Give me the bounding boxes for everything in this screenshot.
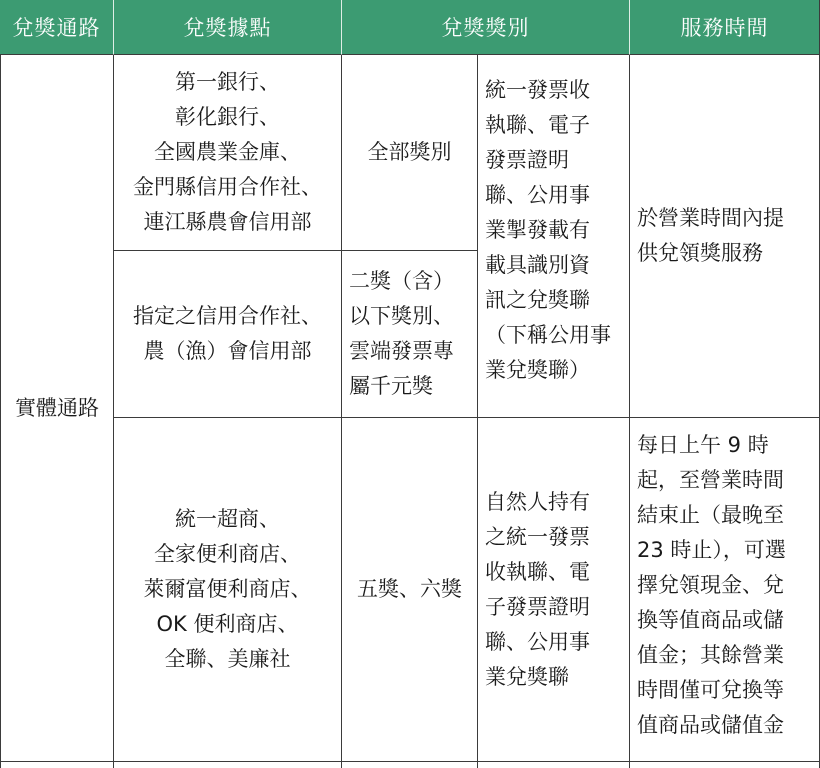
document-type-line: 發票證明 [485, 148, 569, 172]
service-hours-line: 值商品或儲值金 [637, 713, 784, 737]
prize-cell-3 [342, 418, 478, 762]
document-type-line: 業兌獎聯 [485, 664, 569, 689]
header-prize-label: 兌獎獎別 [441, 16, 530, 40]
document-type-line: 訊之兌獎聯 [485, 288, 590, 312]
document-type-line: 子發票證明 [485, 594, 590, 619]
points-line: 萊爾富便利商店、 [143, 577, 312, 601]
document-type-cell-1 [478, 55, 630, 418]
prize-cell-1 [342, 55, 478, 251]
service-hours-line: 每日上午 9 時 [637, 433, 769, 457]
document-type-line: 聯、公用事 [485, 629, 590, 654]
points-cell-3 [114, 418, 342, 762]
document-type-line: 載具識別資 [485, 253, 590, 277]
points-cell-1 [114, 55, 342, 251]
prize-line: 二獎（含） [349, 269, 454, 293]
document-type-line: 之統一發票 [485, 524, 590, 549]
table-row-continuation [114, 762, 342, 768]
points-line: 全聯、美廉社 [164, 647, 291, 671]
table-row-continuation [0, 762, 114, 768]
header-prize [342, 0, 630, 55]
header-channel [0, 0, 114, 55]
document-type-line: 統一發票收 [485, 78, 590, 102]
service-hours-cell-1 [630, 55, 820, 418]
document-type-line: 業掣發載有 [485, 218, 590, 242]
document-type-line: 業兌獎聯） [485, 358, 590, 382]
document-type-line: 聯、公用事 [485, 183, 590, 207]
points-line: 金門縣信用合作社、 [133, 175, 322, 199]
service-hours-line: 起，至營業時間 [637, 468, 784, 492]
points-line: 彰化銀行、 [175, 105, 280, 129]
header-hours [630, 0, 820, 55]
service-hours-cell-2 [630, 418, 820, 762]
prize-line: 全部獎別 [367, 140, 452, 164]
prize-line: 五獎、六獎 [357, 577, 462, 601]
points-line: 連江縣農會信用部 [143, 210, 312, 234]
table-row-continuation [630, 762, 820, 768]
points-line: 全國農業金庫、 [154, 140, 301, 164]
document-type-cell-2 [478, 418, 630, 762]
prize-cell-2 [342, 251, 478, 418]
points-line: 農（漁）會信用部 [143, 339, 312, 363]
points-line: 全家便利商店、 [154, 542, 301, 566]
service-hours-line: 於營業時間內提 [637, 206, 784, 230]
points-line: 指定之信用合作社、 [133, 304, 322, 328]
table-row-continuation [478, 762, 630, 768]
header-points-label: 兌獎據點 [183, 16, 272, 40]
service-hours-line: 擇兌領現金、兌 [637, 573, 784, 597]
service-hours-line: 值金；其餘營業 [637, 643, 784, 667]
points-line: 第一銀行、 [175, 70, 280, 94]
prize-line: 以下獎別、 [349, 304, 454, 328]
prize-line: 屬千元獎 [349, 374, 433, 398]
points-cell-2 [114, 251, 342, 418]
service-hours-line: 供兌領獎服務 [637, 241, 763, 265]
document-type-line: 自然人持有 [485, 489, 590, 514]
points-line: OK 便利商店、 [156, 612, 299, 636]
service-hours-line: 23 時止），可選 [637, 538, 786, 562]
header-points [114, 0, 342, 55]
document-type-line: （下稱公用事 [485, 323, 611, 347]
header-hours-label: 服務時間 [680, 16, 769, 40]
table-row-continuation [342, 762, 478, 768]
prize-line: 雲端發票專 [349, 339, 454, 363]
points-line: 統一超商、 [175, 507, 280, 531]
service-hours-line: 結束止（最晚至 [637, 503, 784, 527]
channel-label: 實體通路 [15, 395, 99, 420]
service-hours-line: 時間僅可兌換等 [637, 678, 784, 702]
document-type-line: 收執聯、電 [485, 559, 590, 584]
service-hours-line: 換等值商品或儲 [637, 608, 784, 632]
header-channel-label: 兌獎通路 [12, 16, 101, 40]
document-type-line: 執聯、電子 [485, 113, 590, 137]
channel-cell [0, 55, 114, 762]
